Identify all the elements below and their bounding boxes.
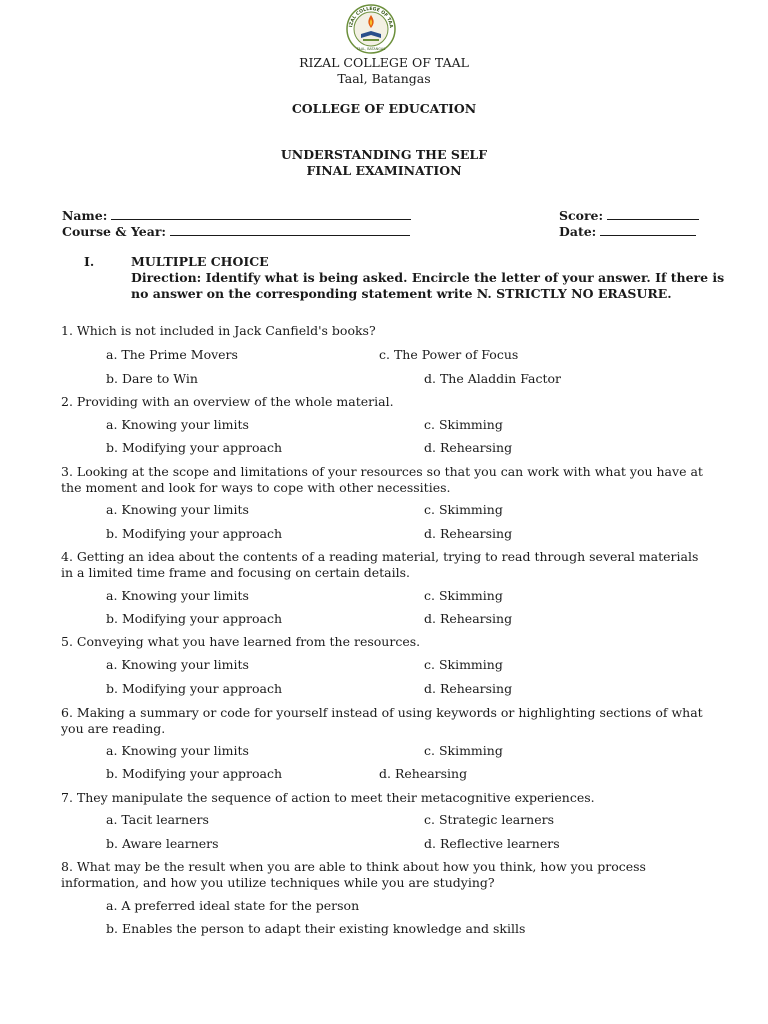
- name-label: Name:: [62, 208, 108, 223]
- q3-option-d[interactable]: d. Rehearsing: [424, 526, 513, 541]
- school-name: RIZAL COLLEGE OF TAAL: [299, 55, 469, 70]
- college-name: COLLEGE OF EDUCATION: [291, 101, 477, 116]
- q6-option-d[interactable]: d. Rehearsing: [379, 766, 468, 781]
- q7-option-d[interactable]: d. Reflective learners: [424, 836, 560, 851]
- q5-option-d[interactable]: d. Rehearsing: [424, 681, 513, 696]
- question-8: 8. What may be the result when you are able to think about how you think, how you process information, and how you utilize techniques while you are studying?: [61, 859, 646, 890]
- score-line[interactable]: [607, 208, 699, 220]
- subject-title: UNDERSTANDING THE SELF: [280, 147, 488, 162]
- course-line[interactable]: [170, 224, 410, 236]
- q2-option-b[interactable]: b. Modifying your approach: [106, 440, 283, 455]
- q4-option-c[interactable]: c. Skimming: [424, 588, 503, 603]
- date-line[interactable]: [600, 224, 696, 236]
- q8-option-b[interactable]: b. Enables the person to adapt their existing knowledge and skills: [106, 921, 526, 936]
- score-label: Score:: [559, 208, 604, 223]
- date-label: Date:: [559, 224, 597, 239]
- q4-option-a[interactable]: a. Knowing your limits: [106, 588, 249, 603]
- question-3: 3. Looking at the scope and limitations of your resources so that you can work with what you have at the moment and look for ways to cope with other necessities.: [61, 464, 703, 495]
- question-4: 4. Getting an idea about the contents of a reading material, trying to read through several materials in a limited time frame and focusing on certain details.: [61, 549, 699, 580]
- q5-option-b[interactable]: b. Modifying your approach: [106, 681, 283, 696]
- svg-text:RIZAL COLLEGE OF TAAL: IZAL COLLEGE OF TAA: [349, 6, 394, 29]
- q3-option-c[interactable]: c. Skimming: [424, 502, 503, 517]
- svg-text:TAAL, BATANGAS: TAAL, BATANGAS: [356, 47, 386, 51]
- section-numeral: I.: [84, 254, 95, 269]
- q6-option-b[interactable]: b. Modifying your approach: [106, 766, 283, 781]
- section-direction-line2: no answer on the corresponding statement write N. STRICTLY NO ERASURE.: [131, 286, 672, 301]
- course-field[interactable]: [62, 224, 410, 239]
- exam-title: FINAL EXAMINATION: [306, 163, 462, 178]
- q4-option-b[interactable]: b. Modifying your approach: [106, 611, 283, 626]
- q2-option-d[interactable]: d. Rehearsing: [424, 440, 513, 455]
- section-direction-line1: Direction: Identify what is being asked. Encircle the letter of your answer. If there is: [131, 270, 725, 285]
- q2-option-c[interactable]: c. Skimming: [424, 417, 503, 432]
- school-location: Taal, Batangas: [337, 71, 431, 86]
- name-line[interactable]: [111, 208, 411, 220]
- q1-option-b[interactable]: b. Dare to Win: [106, 371, 198, 386]
- question-2: 2. Providing with an overview of the whole material.: [61, 394, 394, 409]
- question-1: 1. Which is not included in Jack Canfield's books?: [61, 323, 376, 338]
- q7-option-b[interactable]: b. Aware learners: [106, 836, 219, 851]
- q8-option-a[interactable]: a. A preferred ideal state for the person: [106, 898, 360, 913]
- question-6: 6. Making a summary or code for yourself instead of using keywords or highlighting sections of what you are reading.: [61, 705, 703, 736]
- q5-option-a[interactable]: a. Knowing your limits: [106, 657, 249, 672]
- q6-option-a[interactable]: a. Knowing your limits: [106, 743, 249, 758]
- q3-option-b[interactable]: b. Modifying your approach: [106, 526, 283, 541]
- q1-option-a[interactable]: a. The Prime Movers: [106, 347, 238, 362]
- question-7: 7. They manipulate the sequence of action to meet their metacognitive experiences.: [61, 790, 595, 805]
- q6-option-c[interactable]: c. Skimming: [424, 743, 503, 758]
- q3-option-a[interactable]: a. Knowing your limits: [106, 502, 249, 517]
- name-field[interactable]: [62, 208, 411, 223]
- q4-option-d[interactable]: d. Rehearsing: [424, 611, 513, 626]
- q1-option-c[interactable]: c. The Power of Focus: [379, 347, 519, 362]
- question-5: 5. Conveying what you have learned from the resources.: [61, 634, 421, 649]
- score-field[interactable]: [559, 208, 699, 223]
- q1-option-d[interactable]: d. The Aladdin Factor: [424, 371, 562, 386]
- q5-option-c[interactable]: c. Skimming: [424, 657, 503, 672]
- date-field[interactable]: [559, 224, 696, 239]
- q7-option-a[interactable]: a. Tacit learners: [106, 812, 209, 827]
- q7-option-c[interactable]: c. Strategic learners: [424, 812, 555, 827]
- q2-option-a[interactable]: a. Knowing your limits: [106, 417, 249, 432]
- college-seal-icon: [346, 4, 396, 54]
- course-label: Course & Year:: [62, 224, 167, 239]
- section-title: MULTIPLE CHOICE: [131, 254, 269, 269]
